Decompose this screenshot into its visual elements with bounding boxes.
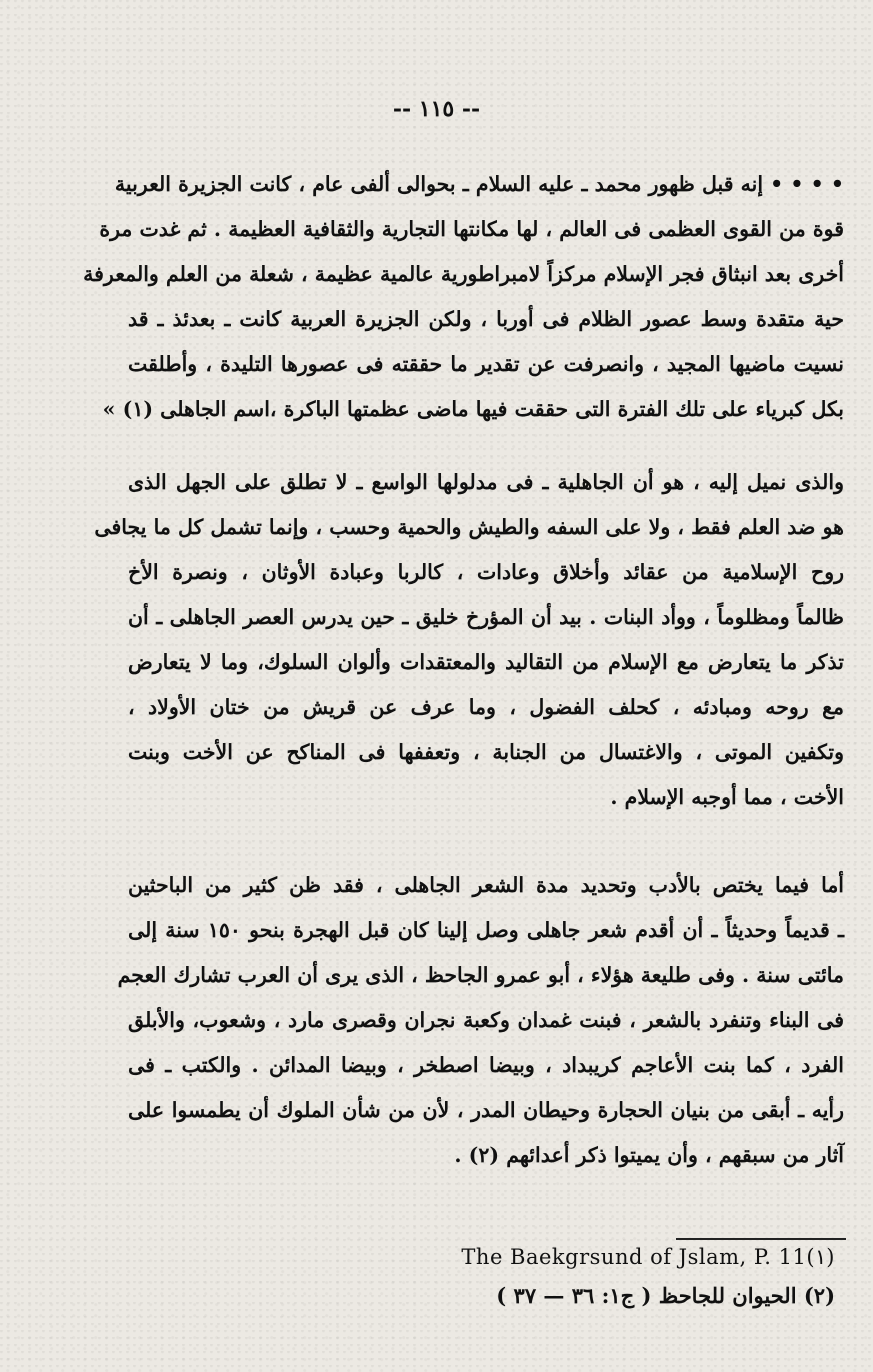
text-line: رأيه ـ أبقى من بنيان الحجارة وحيطان المدر ، لأن من شأن الملوك أن يطمسوا على bbox=[128, 1098, 844, 1122]
text-line: تذكر ما يتعارض مع الإسلام من التقاليد والمعتقدات وألوان السلوك، وما لا يتعارض bbox=[128, 650, 844, 674]
text-line: نسيت ماضيها المجيد ، وانصرفت عن تقدير ما حققته فى عصورها التليدة ، وأطلقت bbox=[128, 352, 844, 376]
text-line: قوة من القوى العظمى فى العالم ، لها مكانتها التجارية والثقافية العظيمة . ثم غدت مرة bbox=[99, 217, 844, 241]
text-line: هو ضد العلم فقط ، ولا على السفه والطيش والحمية وحسب ، وإنما تشمل كل ما يجافى bbox=[94, 515, 844, 539]
text-line: مع روحه ومبادئه ، كحلف الفضول ، وما عرف عن قريش من ختان الأولاد ، bbox=[128, 695, 844, 719]
text-line: بكل كبرياء على تلك الفترة التى حققت فيها ماضى عظمتها الباكرة ،اسم الجاهلى (١) » bbox=[102, 397, 844, 421]
paragraph-1 bbox=[83, 162, 844, 432]
footnote-1: The Baekgrsund of Jslam, P. 11(١) bbox=[461, 1245, 835, 1269]
text-line: الفرد ، كما بنت الأعاجم كريبداد ، وبيضا اصطخر ، وبيضا المدائن . والكتب ـ فى bbox=[128, 1053, 844, 1077]
text-line: حية متقدة وسط عصور الظلام فى أوربا ، ولكن الجزيرة العربية كانت ـ بعدئذ ـ قد bbox=[128, 307, 844, 331]
text-line: والذى نميل إليه ، هو أن الجاهلية ـ فى مدلولها الواسع ـ لا تطلق على الجهل الذى bbox=[128, 470, 844, 494]
text-line: روح الإسلامية من عقائد وأخلاق وعادات ، كالربا وعبادة الأوثان ، ونصرة الأخ bbox=[128, 560, 844, 584]
footnote-divider bbox=[676, 1238, 846, 1240]
text-line: ـ قديماً وحديثاً ـ أن أقدم شعر جاهلى وصل إلينا كان قبل الهجرة بنحو ١٥٠ سنة إلى bbox=[128, 918, 844, 942]
text-line: أما فيما يختص بالأدب وتحديد مدة الشعر الجاهلى ، فقد ظن كثير من الباحثين bbox=[128, 873, 844, 897]
text-line: الأخت ، مما أوجبه الإسلام . bbox=[610, 785, 844, 809]
text-line: • • • • إنه قبل ظهور محمد ـ عليه السلام ـ بحوالى ألفى عام ، كانت الجزيرة العربية bbox=[114, 172, 844, 196]
text-line: ظالماً ومظلوماً ، ووأد البنات . بيد أن المؤرخ خليق ـ حين يدرس العصر الجاهلى ـ أن bbox=[128, 605, 844, 629]
text-line: مائتى سنة . وفى طليعة هؤلاء ، أبو عمرو الجاحظ ، الذى يرى أن العرب تشارك العجم bbox=[117, 963, 844, 987]
paragraph-2 bbox=[94, 460, 844, 820]
page-number: -- ١١٥ -- bbox=[392, 96, 481, 122]
text-line: فى البناء وتنفرد بالشعر ، فبنت غمدان وكعبة نجران وقصرى مارد ، وشعوب، والأبلق bbox=[128, 1008, 844, 1032]
footnote-2: (٢) الحيوان للجاحظ ( ج١: ٣٦ — ٣٧ ) bbox=[496, 1283, 835, 1308]
text-line: آثار من سبقهم ، وأن يميتوا ذكر أعدائهم (٢) . bbox=[454, 1143, 844, 1167]
paragraph-3 bbox=[117, 863, 844, 1178]
text-line: وتكفين الموتى ، والاغتسال من الجنابة ، وتعففها فى المناكح عن الأخت وبنت bbox=[128, 740, 844, 764]
text-line: أخرى بعد انبثاق فجر الإسلام مركزاً لامبراطورية عالمية عظيمة ، شعلة من العلم والمعرفة bbox=[83, 262, 844, 286]
